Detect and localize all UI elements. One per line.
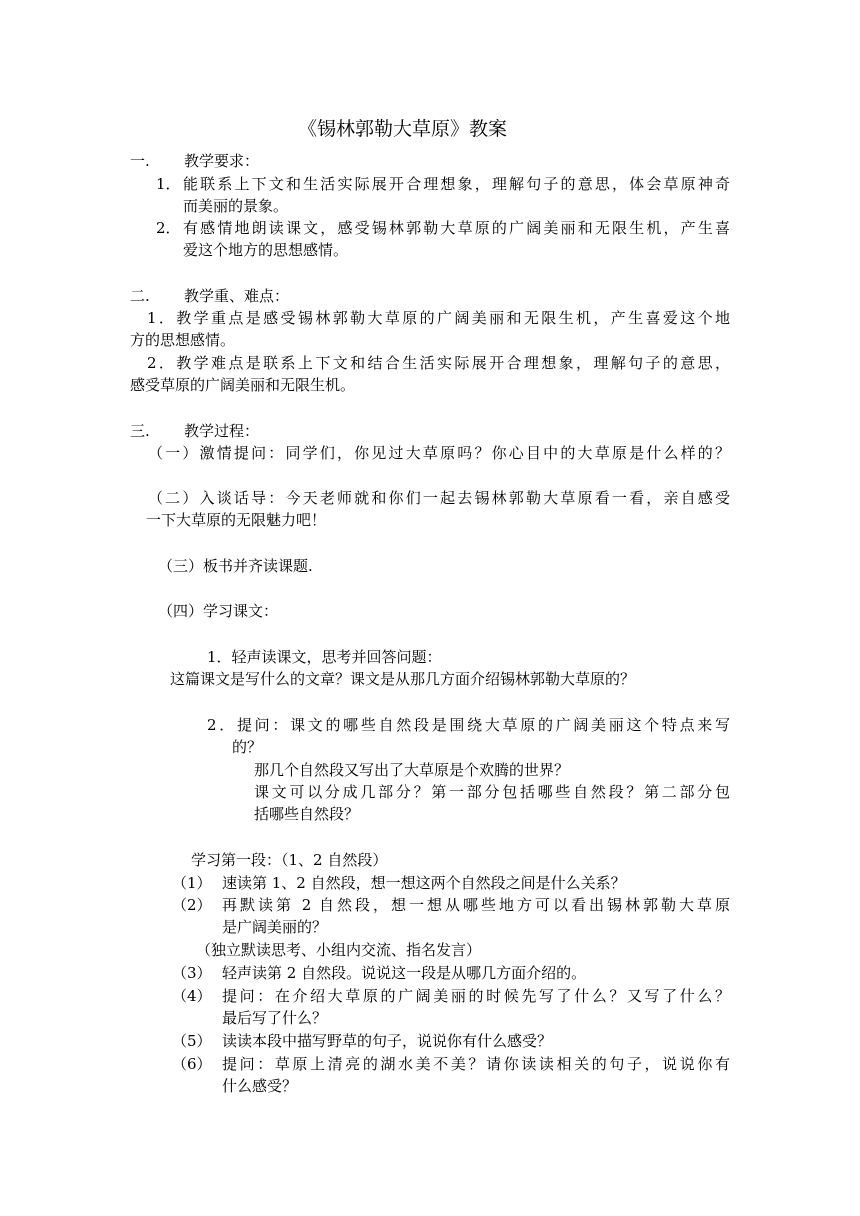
study-step3-number: （3） [172, 964, 212, 982]
study-step4-line1: 提问：在介绍大草原的广阔美丽的时候先写了什么？又写了什么？ [222, 987, 730, 1005]
question1-line1: 1．轻声读课文，思考并回答问题： [207, 648, 442, 666]
s3-step-d: （四）学习课文： [158, 602, 279, 620]
study-step4-line2: 最后写了什么？ [222, 1009, 328, 1027]
s1-item1-number: 1． [156, 175, 181, 193]
question2-line3: 那几个自然段又写出了大草原是个欢腾的世界？ [254, 761, 570, 779]
s3-step-c: （三）板书并齐读课题. [158, 557, 313, 575]
s2-point1-line1: 1．教学重点是感受锡林郭勒大草原的广阔美丽和无限生机，产生喜爱这个地 [147, 309, 730, 327]
study-step2-line1: 再默读第 2 自然段，想一想从哪些地方可以看出锡林郭勒大草原 [222, 896, 730, 914]
s3-step-a: （一）激情提问：同学们，你见过大草原吗？你心目中的大草原是什么样的？ [148, 444, 730, 462]
study-section-heading: 学习第一段：（1、2 自然段） [191, 851, 388, 869]
question2-line5: 括哪些自然段？ [254, 805, 360, 823]
question1-line2: 这篇课文是写什么的文章？课文是从那几方面介绍锡林郭勒大草原的？ [170, 670, 636, 688]
study-step5: 读读本段中描写野草的句子，说说你有什么感受？ [222, 1032, 553, 1050]
question2-line1: 2．提问：课文的哪些自然段是围绕大草原的广阔美丽这个特点来写 [207, 716, 730, 734]
s3-step-b-line1: （二）入谈话导：今天老师就和你们一起去锡林郭勒大草原看一看，亲自感受 [148, 489, 730, 507]
study-step5-number: （5） [172, 1032, 212, 1050]
study-step1: 速读第 1、2 自然段，想一想这两个自然段之间是什么关系？ [222, 874, 626, 892]
section2-heading: 教学重、难点： [184, 287, 290, 305]
study-step6-line2: 什么感受？ [222, 1077, 298, 1095]
section3-heading: 教学过程： [184, 422, 260, 440]
study-step2-line3: （独立默读思考、小组内交流、指名发言） [196, 941, 482, 959]
section2-number: 二. [130, 287, 150, 305]
s2-point1-line2: 方的思想感情。 [130, 331, 236, 349]
study-step2-line2: 是广阔美丽的？ [222, 918, 328, 936]
s1-item1-line2: 而美丽的景象。 [183, 197, 289, 215]
section1-heading: 教学要求： [184, 152, 260, 170]
question2-line4: 课文可以分成几部分？第一部分包括哪些自然段？第二部分包 [254, 783, 730, 801]
study-step3: 轻声读第 2 自然段。说说这一段是从哪几方面介绍的。 [222, 964, 587, 982]
study-step4-number: （4） [172, 987, 212, 1005]
s1-item1-line1: 能联系上下文和生活实际展开合理想象，理解句子的意思，体会草原神奇 [183, 175, 730, 193]
study-step2-number: （2） [172, 896, 212, 914]
study-step1-number: （1） [172, 874, 212, 892]
study-step6-line1: 提问：草原上清亮的湖水美不美？请你读读相关的句子，说说你有 [222, 1055, 730, 1073]
s2-point2-line2: 感受草原的广阔美丽和无限生机。 [130, 376, 356, 394]
question2-line2: 的？ [232, 738, 263, 756]
section3-number: 三. [130, 422, 150, 440]
s3-step-b-line2: 一下大草原的无限魅力吧！ [146, 511, 327, 529]
doc-title: 《锡林郭勒大草原》教案 [298, 118, 508, 140]
s1-item2-line2: 爱这个地方的思想感情。 [183, 241, 349, 259]
s1-item2-line1: 有感情地朗读课文，感受锡林郭勒大草原的广阔美丽和无限生机，产生喜 [183, 219, 730, 237]
s1-item2-number: 2． [156, 219, 181, 237]
s2-point2-line1: 2．教学难点是联系上下文和结合生活实际展开合理想象，理解句子的意思， [147, 354, 730, 372]
section1-number: 一. [130, 152, 150, 170]
study-step6-number: （6） [172, 1055, 212, 1073]
